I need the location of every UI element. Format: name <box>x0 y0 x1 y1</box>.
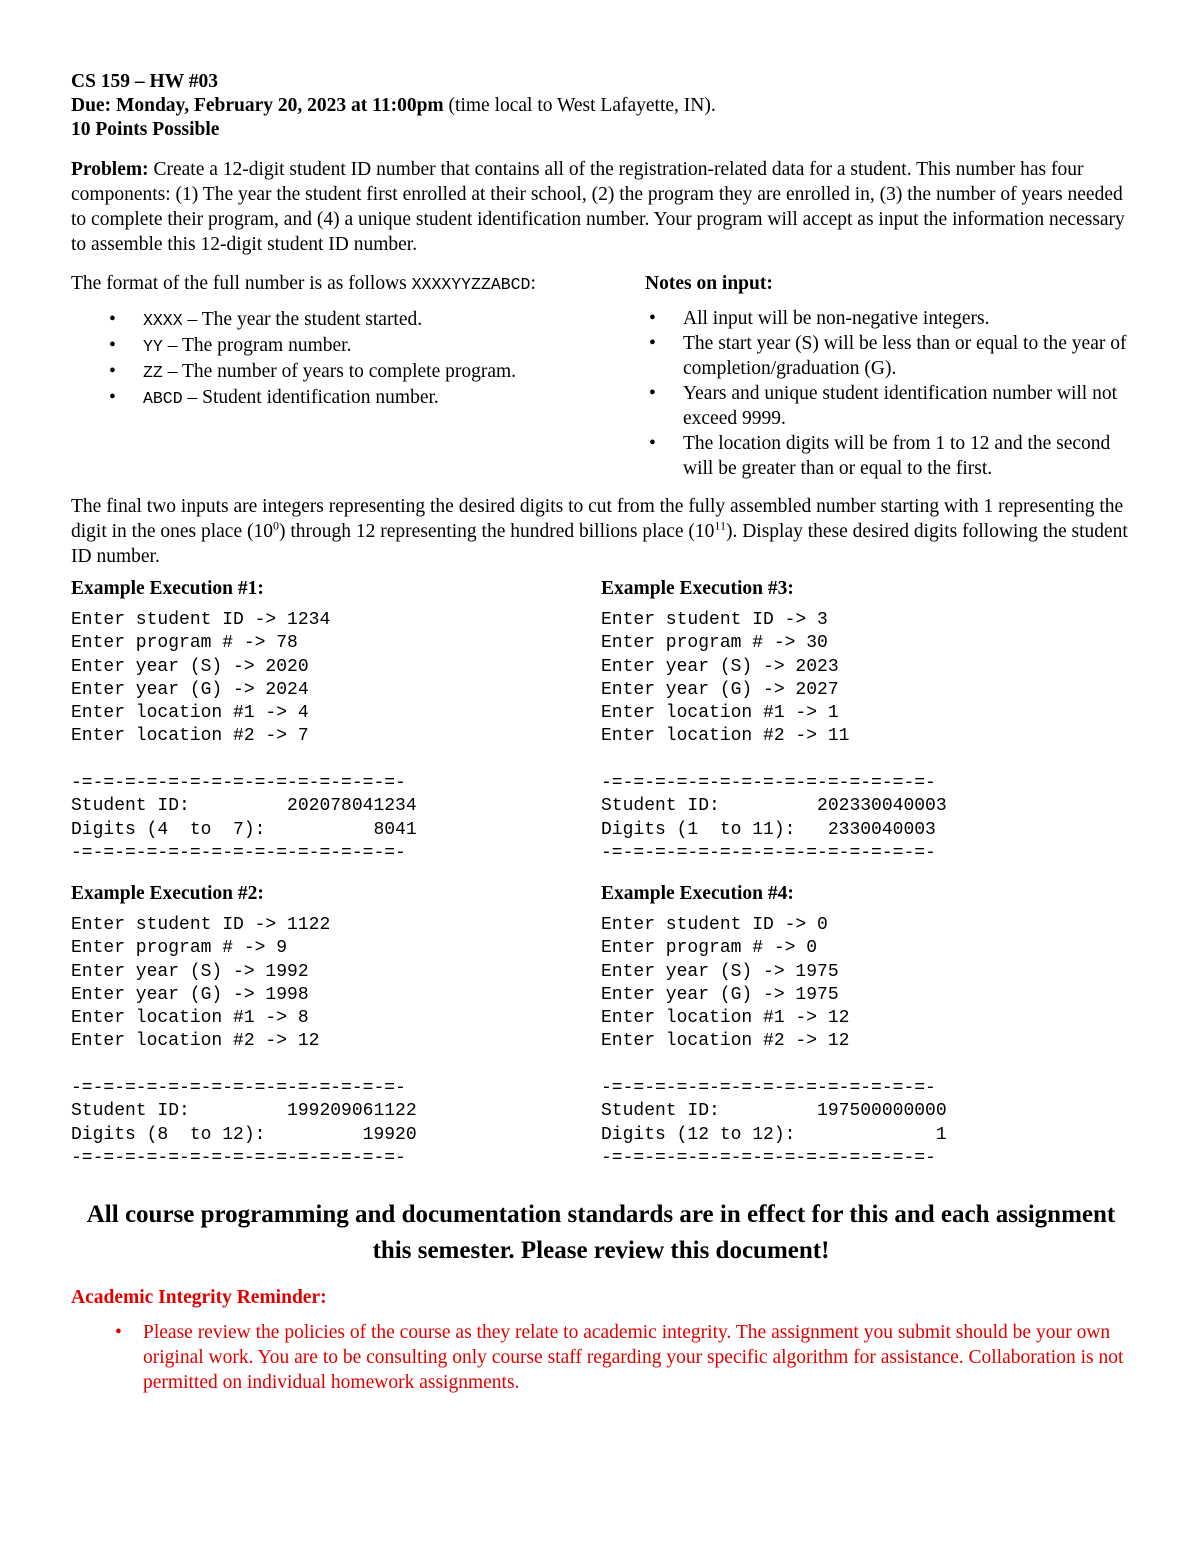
example-title: Example Execution #2: <box>71 883 264 904</box>
due-line <box>71 94 1131 118</box>
course-title: CS 159 – HW #03 <box>71 71 218 92</box>
format-list <box>71 307 645 411</box>
points-possible: 10 Points Possible <box>71 119 220 140</box>
exponent-0: 0 <box>273 518 279 533</box>
format-intro-text: The format of the full number is as follows <box>71 273 412 294</box>
format-pattern: XXXXYYZZABCD <box>411 275 531 294</box>
integrity-item: • Please review the policies of the course as they relate to academic integrity. The assignment you submit should be your own original work. You are to be consulting only course staff regarding your specific algorithm for assistance. Collaboration is not permitted on individual homework assignments. <box>71 1320 1131 1395</box>
format-item <box>71 385 645 411</box>
example-3 <box>601 577 1131 882</box>
example-2 <box>71 882 601 1187</box>
format-item <box>71 333 645 359</box>
format-item <box>71 307 645 333</box>
format-code: ABCD <box>143 389 183 408</box>
format-desc: – The number of years to complete program. <box>162 361 517 382</box>
format-desc: – The year the student started. <box>182 309 423 330</box>
format-desc: – Student identification number. <box>182 387 439 408</box>
notes-section <box>645 271 1131 481</box>
example-output: Enter student ID -> 0 Enter program # -> 0 Enter year (S) -> 1975 Enter year (G) -> 1975 Enter location #1 -> 12 Enter location #2 -> 12 -=-=-=-=-=-=-=-=-=-=-=-=-=-=-=- Student ID: 197500000000 Digits (12 to 12): 1 -=-=-=-=-=-=-=-=-=-=-=-=-=-=-=- <box>601 915 947 1168</box>
integrity-title: Academic Integrity Reminder: <box>71 1287 327 1308</box>
example-title: Example Execution #3: <box>601 578 794 599</box>
exponent-11: 11 <box>714 518 726 533</box>
note-item: • The location digits will be from 1 to 12 and the second will be greater than or equal to the first. <box>645 431 1131 481</box>
example-4 <box>601 882 1131 1187</box>
final-text-3: ). Display these desired digits following the student ID number. <box>71 521 1128 567</box>
format-code: YY <box>143 337 163 356</box>
example-output: Enter student ID -> 3 Enter program # -> 30 Enter year (S) -> 2023 Enter year (G) -> 2027 Enter location #1 -> 1 Enter location #2 -> 11 -=-=-=-=-=-=-=-=-=-=-=-=-=-=-=- Student ID: 202330040003 Digits (1 to 11): 2330040003 -=-=-=-=-=-=-=-=-=-=-=-=-=-=-=- <box>601 610 947 863</box>
document-page <box>71 70 1131 1395</box>
note-item: • Years and unique student identification number will not exceed 9999. <box>645 381 1131 431</box>
due-note: (time local to West Lafayette, IN). <box>443 95 716 116</box>
format-item <box>71 359 645 385</box>
example-title: Example Execution #4: <box>601 883 794 904</box>
final-text-2: ) through 12 representing the hundred billions place (10 <box>279 521 715 542</box>
format-and-notes <box>71 271 1131 481</box>
format-section <box>71 271 645 481</box>
examples-left-column <box>71 577 601 1187</box>
notes-list <box>645 306 1131 481</box>
integrity-list <box>71 1320 1131 1395</box>
standards-notice: All course programming and documentation standards are in effect for this and each assignment this semester. Please review this document! <box>86 1201 1116 1264</box>
due-date: Due: Monday, February 20, 2023 at 11:00pm <box>71 95 444 116</box>
format-intro <box>71 271 645 297</box>
examples-right-column <box>601 577 1131 1187</box>
format-colon: : <box>530 273 536 294</box>
example-title: Example Execution #1: <box>71 578 264 599</box>
example-output: Enter student ID -> 1122 Enter program # -> 9 Enter year (S) -> 1992 Enter year (G) -> 1998 Enter location #1 -> 8 Enter location #2 -> 12 -=-=-=-=-=-=-=-=-=-=-=-=-=-=-=- Student ID: 199209061122 Digits (8 to 12): 19920 -=-=-=-=-=-=-=-=-=-=-=-=-=-=-=- <box>71 915 417 1168</box>
format-code: XXXX <box>143 311 183 330</box>
final-text-1: The final two inputs are integers representing the desired digits to cut from the fully assembled number starting with 1 representing the digit in the ones place (10 <box>71 496 1124 542</box>
note-item: • The start year (S) will be less than or equal to the year of completion/graduation (G). <box>645 331 1131 381</box>
format-code: ZZ <box>143 363 163 382</box>
example-1 <box>71 577 601 882</box>
problem-statement <box>71 157 1131 257</box>
examples-grid <box>71 577 1131 1187</box>
academic-integrity-section <box>71 1285 1131 1395</box>
problem-text: Create a 12-digit student ID number that contains all of the registration-related data for a student. This number has four components: (1) The year the student first enrolled at their school, (2) the program they are enrolled in, (3) the number of years needed to complete their program, and (4) a unique student identification number. Your program will accept as input the information necessary to assemble this 12-digit student ID number. <box>71 159 1125 255</box>
note-item: • All input will be non-negative integers. <box>645 306 1131 331</box>
header <box>71 70 1131 142</box>
final-inputs-paragraph <box>71 494 1131 569</box>
notes-title: Notes on input: <box>645 273 773 294</box>
example-output: Enter student ID -> 1234 Enter program # -> 78 Enter year (S) -> 2020 Enter year (G) -> 2024 Enter location #1 -> 4 Enter location #2 -> 7 -=-=-=-=-=-=-=-=-=-=-=-=-=-=-=- Student ID: 202078041234 Digits (4 to 7): 8041 -=-=-=-=-=-=-=-=-=-=-=-=-=-=-=- <box>71 610 417 863</box>
format-desc: – The program number. <box>162 335 352 356</box>
problem-label: Problem: <box>71 159 149 180</box>
